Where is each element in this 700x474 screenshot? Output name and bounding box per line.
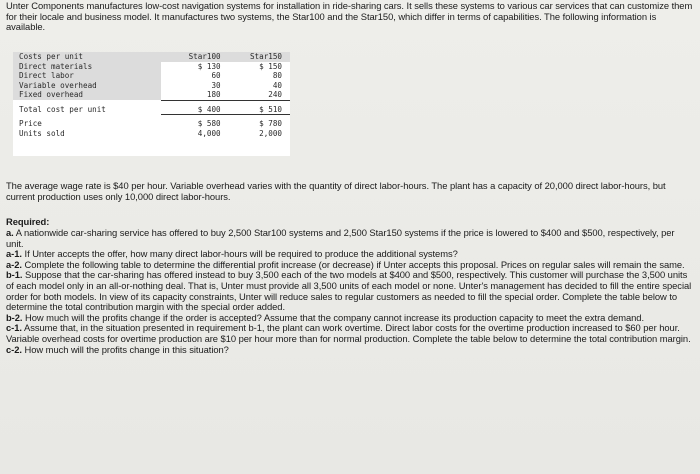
requirement-label: c-2. [6,343,22,355]
requirement-item [6,270,694,312]
requirement-item [6,345,694,356]
table-row [13,71,290,81]
row-value-star100: 30 [211,80,221,90]
row-value-star100: $ 130 [197,61,221,71]
row-value-star150: 240 [223,90,290,100]
table-row [13,90,290,100]
requirement-label: a-2. [6,258,22,270]
requirement-label: c-1. [6,322,22,334]
row-value-star100: $ 580 [197,119,221,128]
row-value-star150: $ 780 [259,119,282,128]
wage-paragraph: The average wage rate is $40 per hour. Variable overhead varies with the quantity of direct labor-hours. The plant has a capacity of 20,000 direct labor-hours, but current production uses only 10,000 direct labor-hours. [6,180,666,202]
table-row [13,81,290,91]
row-value-star100: 4,000 [197,128,221,138]
header-star150: Star150 [223,52,290,62]
row-value-star150: 2,000 [259,128,282,138]
row-label: Price [19,119,42,128]
requirement-item [6,323,694,344]
row-value-star150: 80 [272,71,282,80]
row-label: Variable overhead [13,81,161,91]
intro-paragraph: Unter Components manufactures low-cost navigation systems for installation in ride-sharing cars. It sells these systems to various car services that can customize them for their locale and business model. It manufactures two systems, the Star100 and the Star150, which differ in terms of capabilities. The following information is available. [6,0,693,33]
requirement-text: Assume that, in the situation presented in requirement b-1, the plant can work overtime. Direct labor costs for the overtime production increased to $60 per hour. Variable overhead costs for overtime production are $10 per hour more than for normal production. Complete the table below to determine the total contribution margin. [6,322,691,344]
row-label: Direct materials [13,62,161,72]
requirement-text: A nationwide car-sharing service has offered to buy 2,500 Star100 systems and 2,500 Star150 systems if the price is lowered to $400 and $500, respectively, per unit. [6,227,675,249]
requirement-text: How much will the profits change in this situation? [21,343,229,355]
cost-table-container [13,52,290,156]
requirements-list [6,228,694,355]
row-value-star100: 60 [211,71,221,80]
table-row [13,62,290,72]
row-label: Fixed overhead [13,90,161,100]
row-value-star150: $ 510 [223,105,290,115]
requirement-label: a. [6,227,14,238]
header-label: Costs per unit [13,52,161,62]
row-label: Direct labor [13,71,161,81]
requirement-text: Suppose that the car-sharing has offered instead to buy 3,500 each of the two models at $400 and $500, respectively. This customer will purchase the 3,500 units of each model only in an all-or-nothing deal. That is, Unter must provide all 3,500 units of each model or none. Unter's management has decided to fill the entire special order for both models. In view of its capacity constraints, Unter will reduce sales to regular customers as needed to fill the special order. Complete the table below to determine the total contribution margin with the special order added. [6,269,692,313]
header-star100: Star100 [161,52,222,62]
table-header-row [13,52,290,62]
requirement-label: b-1. [6,269,23,281]
requirement-text: Complete the following table to determine the differential profit increase (or decrease) if Unter accepts this proposal. Prices on regular sales will remain the same. [21,258,685,270]
cost-table [13,52,290,138]
table-row [13,119,290,129]
requirement-text: How much will the profits change if the order is accepted? Assume that the company cannot increase its production capacity to meet the extra demand. [22,311,645,323]
table-row [13,105,290,115]
required-title: Required: [6,216,50,227]
table-row [13,129,290,139]
row-value-star150: 40 [272,80,282,90]
requirement-text: If Unter accepts the offer, how many direct labor-hours will be required to produce the additional systems? [21,248,458,260]
row-label: Units sold [19,128,65,138]
row-value-star100: $ 400 [161,105,222,115]
requirement-label: b-2. [6,311,23,323]
requirement-label: a-1. [6,248,22,260]
row-value-star100: 180 [161,90,222,100]
row-label: Total cost per unit [19,104,106,114]
row-value-star150: $ 150 [259,61,282,71]
requirement-item [6,228,694,249]
